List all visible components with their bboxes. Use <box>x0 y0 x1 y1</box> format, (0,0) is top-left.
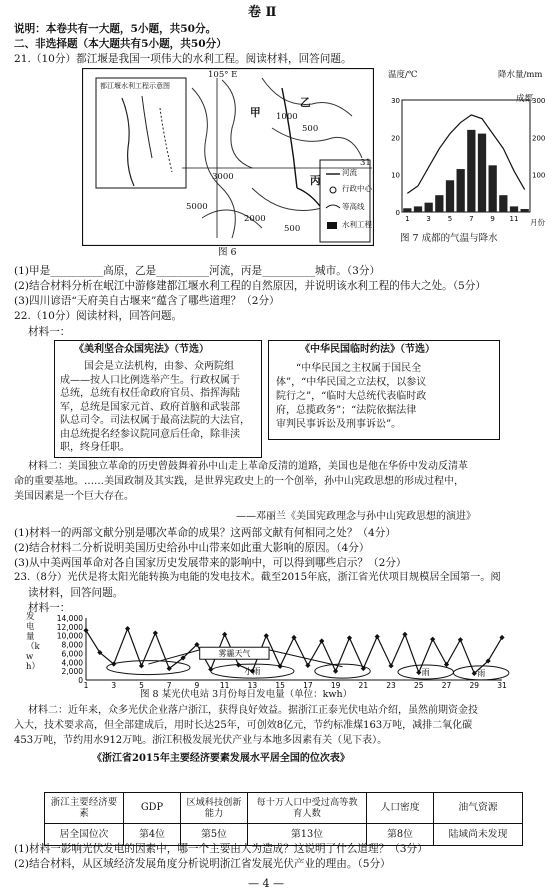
map-contour-6: 500 <box>284 224 301 234</box>
precip-bar <box>446 180 454 212</box>
precip-bar <box>478 134 486 212</box>
doc-left-body: 国会是立法机构，由参、众两院组 成——按人口比例选举产生。行政权属于 总统，总统有权任命政府官员、指挥海陆 军，总统是国家元首、政府首脑和武装部 队总司令。司法权属于最高法院的大法官， 由总统提名经参议院同意后任命，除非渎 职，终身任职。 <box>60 361 250 453</box>
map-contour-2: 1000 <box>276 112 298 122</box>
q22-material1-label: 材料一： <box>28 326 71 338</box>
data-point <box>499 635 504 640</box>
q21-sub3: (3)四川谚语“天府美自古堰来”蕴含了哪些道理？（2分） <box>14 295 280 307</box>
x-tick-label: 31 <box>497 681 507 688</box>
q22-sub2: (2)结合材料二分析说明美国历史给孙中山带来如此重大影响的原因。（4分） <box>14 542 370 554</box>
figure-7-caption: 图 7 成都的气温与降水 <box>400 233 498 244</box>
x-tick-label: 7 <box>469 215 474 223</box>
table-col-header: GDP <box>124 793 181 824</box>
ranking-table <box>44 792 523 846</box>
precip-bar <box>521 209 529 212</box>
x-tick-label: 21 <box>358 681 369 688</box>
map-label-b: 乙 <box>300 97 311 109</box>
section-title: 二、非选择题（本大题共有5小题，共50分） <box>14 38 227 50</box>
legend-contour: 等高线 <box>342 202 365 211</box>
precip-bar <box>403 208 411 212</box>
x-tick-label: 1 <box>405 215 410 223</box>
precip-bar <box>489 165 497 212</box>
q23-table-title: 《浙江省2015年主要经济要素发展水平居全国的位次表》 <box>92 753 350 764</box>
table-row-header: 居全国位次 <box>45 824 124 846</box>
table-cell: 第13位 <box>248 824 367 846</box>
x-tick-label: 19 <box>330 681 341 688</box>
q22-stem: 22.（10分）阅读材料，回答问题。 <box>14 310 183 322</box>
pv-ylabel: 发电量（kwh） <box>26 612 40 672</box>
map-contour-4: 5000 <box>186 202 208 212</box>
q22-sub3: (3)从中美两国革命对各自国家历史发展带来的影响中，可以得到哪些启示？（2分） <box>14 557 407 569</box>
x-tick-label: 17 <box>303 681 313 688</box>
climate-xlabel: 月份 <box>530 218 545 227</box>
x-tick-label: 13 <box>247 681 258 688</box>
table-col-header: 人口密度 <box>367 793 434 824</box>
x-tick-label: 27 <box>441 681 452 688</box>
q23-sub1: (1)材料一影响光伏发电的因素中，哪一个主要由人为造成？这说明了什么道理？（3分） <box>14 843 428 855</box>
y-tick-label: 10,000 <box>56 631 83 641</box>
temperature-line <box>407 115 524 193</box>
annotation-light-rain: 小雨 <box>244 667 261 677</box>
x-tick-label: 3 <box>426 215 431 223</box>
climate-rain-title: 降水量/mm <box>498 70 543 80</box>
y-left-tick: 10 <box>391 171 400 180</box>
x-tick-label: 25 <box>414 681 424 688</box>
data-point <box>402 632 407 637</box>
volume-title: 卷 Ⅱ <box>248 5 277 20</box>
q22-material2-line3: 美国因素是一个巨大存在。 <box>14 491 134 502</box>
page-number: — 4 — <box>248 877 284 890</box>
q23-stem-line1: 23.（8分）光伏是将太阳光能转换为电能的发电技术。截至2015年底，浙江省光伏项目规模居全国第一。阅 <box>14 572 501 583</box>
data-point <box>305 663 310 668</box>
x-tick-label: 15 <box>275 681 285 688</box>
legend-admin-center: 行政中心 <box>342 184 372 193</box>
annotation-smog: 雾霾天气 <box>218 649 251 659</box>
q22-sub1: (1)材料一的两部文献分别是哪次革命的成果？这两部文献有何相同之处？（4分） <box>14 527 396 539</box>
figure-8-pv-chart <box>40 614 510 688</box>
q23-material2-line1: 材料二：近年来，众多光伏企业落户浙江，获得良好效益。据浙江正泰光伏电站介绍，虽然前期资金投 <box>28 705 478 716</box>
data-point <box>388 663 393 668</box>
figure-6-map <box>82 68 374 246</box>
data-point <box>264 633 269 638</box>
doc-right-title: 《中华民国临时约法》（节选） <box>300 344 435 355</box>
data-point <box>375 634 380 639</box>
table-row-header: 浙江主要经济要素 <box>45 793 124 824</box>
climate-city: 成都 <box>516 94 534 104</box>
weather-ellipse <box>107 661 190 675</box>
y-tick-label: 6,000 <box>61 649 83 659</box>
q23-stem-line2: 读材料，回答问题。 <box>28 587 124 599</box>
data-point <box>333 669 338 674</box>
data-point <box>139 663 144 668</box>
y-tick-label: 2,000 <box>61 667 83 677</box>
table-cell: 陆域尚未发现 <box>434 824 523 846</box>
q22-material2-line2: 命的重要基地。……美国政制及其实践，是世界宪政史上的一个创举，孙中山宪政思想的形成过程中， <box>14 476 464 487</box>
y-right-tick: 100 <box>532 171 546 180</box>
y-tick-label: 0 <box>78 676 83 685</box>
precip-bar <box>457 169 465 212</box>
q21-stem: 21.（10分）都江堰是我国一项伟大的水利工程。阅读材料，回答问题。 <box>14 53 352 65</box>
climate-temp-title: 温度/℃ <box>388 70 418 80</box>
x-tick-label: 1 <box>83 681 89 688</box>
x-tick-label: 5 <box>139 681 144 688</box>
precip-bar <box>425 203 433 212</box>
map-label-c: 丙 <box>310 175 321 187</box>
data-point <box>319 638 324 643</box>
y-tick-label: 4,000 <box>61 658 83 668</box>
data-point <box>444 662 449 667</box>
q22-material2-line1: 材料二：美国独立革命的历史曾鼓舞着孙中山走上革命反清的道路，美国也是他在华侨中发动反清革 <box>28 461 468 472</box>
data-point <box>430 637 435 642</box>
q22-source: ——邓丽兰《美国宪政理念与孙中山宪政思想的演进》 <box>236 511 476 522</box>
data-point <box>347 635 352 640</box>
precip-bar <box>499 195 507 212</box>
table-cell: 第4位 <box>124 824 181 846</box>
precip-bar <box>435 195 443 212</box>
q21-sub1: (1)甲是__________高原，乙是__________河流，丙是__________城市。（3分） <box>14 265 381 277</box>
y-right-tick: 300 <box>532 97 546 105</box>
q23-sub2: (2)结合材料，从区域经济发展角度分析说明浙江省发展光伏产业的理由。（5分） <box>14 858 391 870</box>
doc-left-title: 《美利坚合众国宪法》（节选） <box>74 344 209 355</box>
y-left-tick: 20 <box>391 134 400 143</box>
map-label-a: 甲 <box>250 107 261 119</box>
table-col-header: 区域科技创新能力 <box>181 793 248 824</box>
table-cell: 第5位 <box>181 824 248 846</box>
plot-frame <box>402 100 530 212</box>
x-tick-label: 23 <box>386 681 396 688</box>
map-longitude: 105° E <box>208 70 238 80</box>
x-tick-label: 7 <box>166 681 172 688</box>
x-tick-label: 9 <box>490 215 495 223</box>
data-point <box>153 630 158 635</box>
x-tick-label: 11 <box>219 681 230 688</box>
y-tick-label: 14,000 <box>56 614 83 623</box>
figure-8-caption: 图 8 某光伏电站 3月份每日发电量（单位：kwh） <box>140 689 353 700</box>
map-contour-3: 3000 <box>212 172 234 182</box>
doc-right-body: “中华民国之主权属于国民全 体”，“中华民国之立法权，以参议 院行之”，“临时大总统代表临时政 府，总揽政务”；“法院依据法律 审判民事诉讼及刑事诉讼”。 <box>276 363 427 430</box>
precip-bar <box>467 130 475 212</box>
table-row <box>45 793 523 824</box>
x-tick-label: 11 <box>509 215 519 223</box>
map-inset-title: 都江堰水利工程示意图 <box>100 82 170 90</box>
legend-water-project: 水利工程 <box>342 220 372 229</box>
y-left-tick: 0 <box>395 209 400 217</box>
map-contour-5: 2000 <box>244 214 266 224</box>
intro-note: 说明：本卷共有一大题，5小题，共50分。 <box>14 23 217 35</box>
map-contour-1: 500 <box>302 124 319 134</box>
data-point <box>125 626 130 631</box>
q23-material2-line2: 入大，技术要求高，但全部建成后，用时长达25年，可创效8亿元，节约标准煤163万吨，减排二氧化碳 <box>14 720 473 731</box>
annotation-rain: 雨 <box>477 668 486 678</box>
figure-6-caption: 图 6 <box>218 247 237 258</box>
table-col-header: 油气资源 <box>434 793 523 824</box>
q23-material1-label: 材料一： <box>28 602 71 614</box>
x-tick-label: 9 <box>194 681 200 688</box>
y-tick-label: 8,000 <box>61 640 83 650</box>
precip-bar <box>414 206 422 212</box>
x-tick-label: 5 <box>447 215 453 223</box>
table-col-header: 每十万人口中受过高等教育人数 <box>248 793 367 824</box>
y-right-tick: 200 <box>532 134 546 143</box>
y-tick-label: 12,000 <box>56 622 83 632</box>
x-tick-label: 29 <box>469 681 480 688</box>
data-point <box>222 632 227 637</box>
data-point <box>291 635 296 640</box>
legend-river: 河流 <box>342 168 357 177</box>
data-point <box>416 670 421 675</box>
q23-material2-line3: 453万吨，节约用水912万吨。浙江积极发展光伏产业与本地多因素有关（见下表）。 <box>14 735 388 746</box>
annotation-rain: 雨 <box>421 668 430 678</box>
y-left-tick: 30 <box>391 97 400 105</box>
data-point <box>458 637 463 642</box>
precip-bar <box>510 206 518 212</box>
q21-sub2: (2)结合材料分析在岷江中游修建都江堰水利工程的自然原因，并说明该水利工程的伟大之处。（5分） <box>14 280 486 292</box>
table-cell: 第8位 <box>367 824 434 846</box>
x-tick-label: 3 <box>111 681 117 688</box>
map-lat-label: 31 <box>360 158 371 168</box>
